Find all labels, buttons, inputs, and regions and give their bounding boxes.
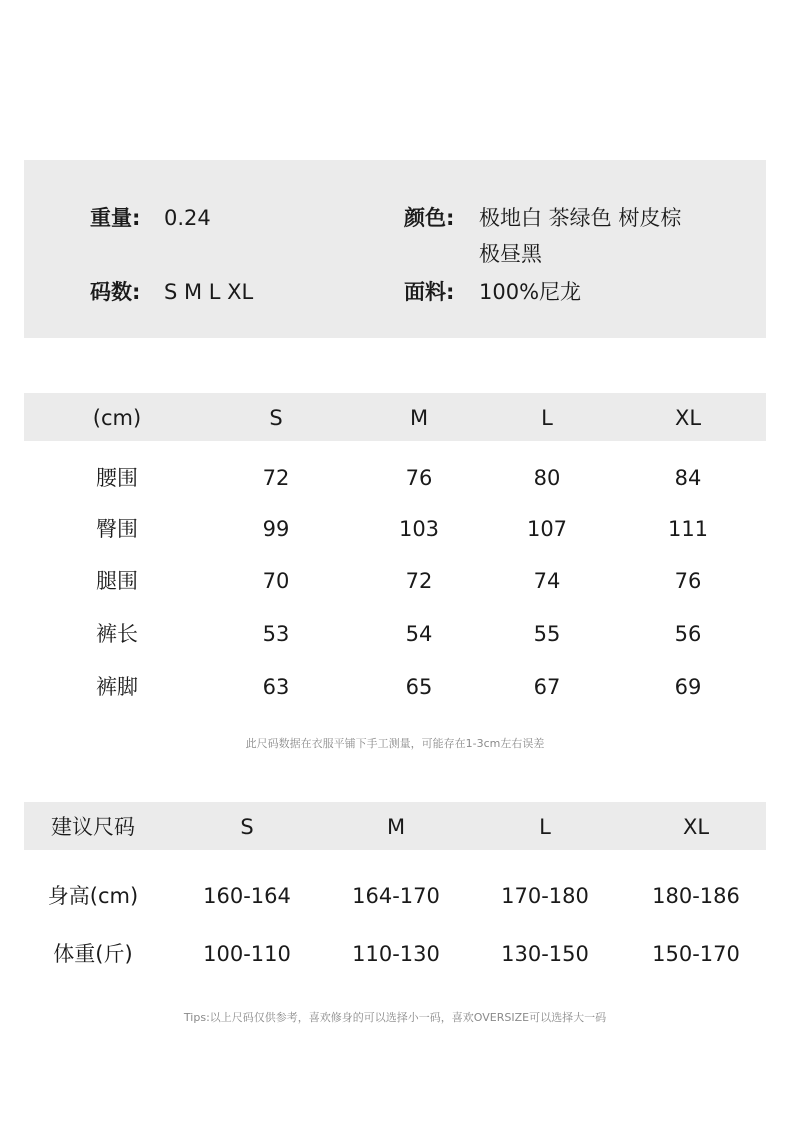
measurement-note: 此尺码数据在衣服平铺下手工测量，可能存在1-3cm左右误差 — [245, 737, 545, 750]
recommendation-header-s: S — [240, 815, 254, 839]
tips-note: Tips:以上尺码仅供参考，喜欢修身的可以选择小一码，喜欢OVERSIZE可以选择大一码 — [183, 1011, 607, 1024]
measurement-cell: 80 — [533, 466, 561, 490]
weight-label: 重量: — [90, 206, 141, 230]
recommendation-cell: 130-150 — [501, 942, 589, 966]
measurement-cell: 63 — [262, 675, 290, 699]
measurement-cell: 74 — [533, 569, 561, 593]
measurement-cell: 53 — [262, 622, 290, 646]
recommendation-row-label: 身高(cm) — [47, 884, 139, 908]
recommendation-cell: 100-110 — [203, 942, 291, 966]
measurement-row-label: 裤长 — [96, 622, 138, 646]
measurement-cell: 69 — [674, 675, 702, 699]
weight-value: 0.24 — [164, 206, 211, 230]
recommendation-cell: 170-180 — [501, 884, 589, 908]
recommendation-cell: 110-130 — [352, 942, 440, 966]
measurement-row-label: 腿围 — [96, 569, 138, 593]
size-value: S M L XL — [164, 280, 254, 304]
measurement-cell: 103 — [398, 517, 440, 541]
size-label: 码数: — [90, 280, 141, 304]
measurement-cell: 99 — [262, 517, 290, 541]
fabric-value: 100%尼龙 — [479, 280, 582, 304]
measurement-header-s: S — [269, 406, 283, 430]
measurement-cell: 70 — [262, 569, 290, 593]
recommendation-header-label: 建议尺码 — [51, 815, 135, 839]
measurement-header-xl: XL — [674, 406, 702, 430]
measurement-cell: 65 — [405, 675, 433, 699]
recommendation-header-l: L — [539, 815, 551, 839]
color-value-line1: 极地白 茶绿色 树皮棕 — [479, 206, 682, 230]
measurement-cell: 67 — [533, 675, 561, 699]
measurement-row-label: 腰围 — [96, 466, 138, 490]
product-info-panel — [24, 160, 766, 338]
measurement-cell: 72 — [405, 569, 433, 593]
measurement-cell: 55 — [533, 622, 561, 646]
color-value-line2: 极昼黑 — [479, 242, 542, 266]
measurement-row-label: 臀围 — [96, 517, 138, 541]
measurement-cell: 107 — [526, 517, 568, 541]
measurement-cell: 56 — [674, 622, 702, 646]
recommendation-cell: 150-170 — [652, 942, 740, 966]
measurement-cell: 76 — [405, 466, 433, 490]
measurement-cell: 72 — [262, 466, 290, 490]
measurement-cell: 76 — [674, 569, 702, 593]
measurement-cell: 111 — [667, 517, 709, 541]
measurement-header-m: M — [409, 406, 429, 430]
measurement-row-label: 裤脚 — [96, 675, 138, 699]
measurement-header-unit: (cm) — [92, 406, 142, 430]
recommendation-cell: 160-164 — [203, 884, 291, 908]
measurement-cell: 84 — [674, 466, 702, 490]
measurement-header-l: L — [541, 406, 553, 430]
recommendation-cell: 164-170 — [352, 884, 440, 908]
recommendation-header-m: M — [386, 815, 406, 839]
recommendation-row-label: 体重(斤) — [53, 942, 133, 966]
fabric-label: 面料: — [404, 280, 455, 304]
recommendation-cell: 180-186 — [652, 884, 740, 908]
recommendation-header-xl: XL — [682, 815, 710, 839]
measurement-cell: 54 — [405, 622, 433, 646]
color-label: 颜色: — [404, 206, 455, 230]
